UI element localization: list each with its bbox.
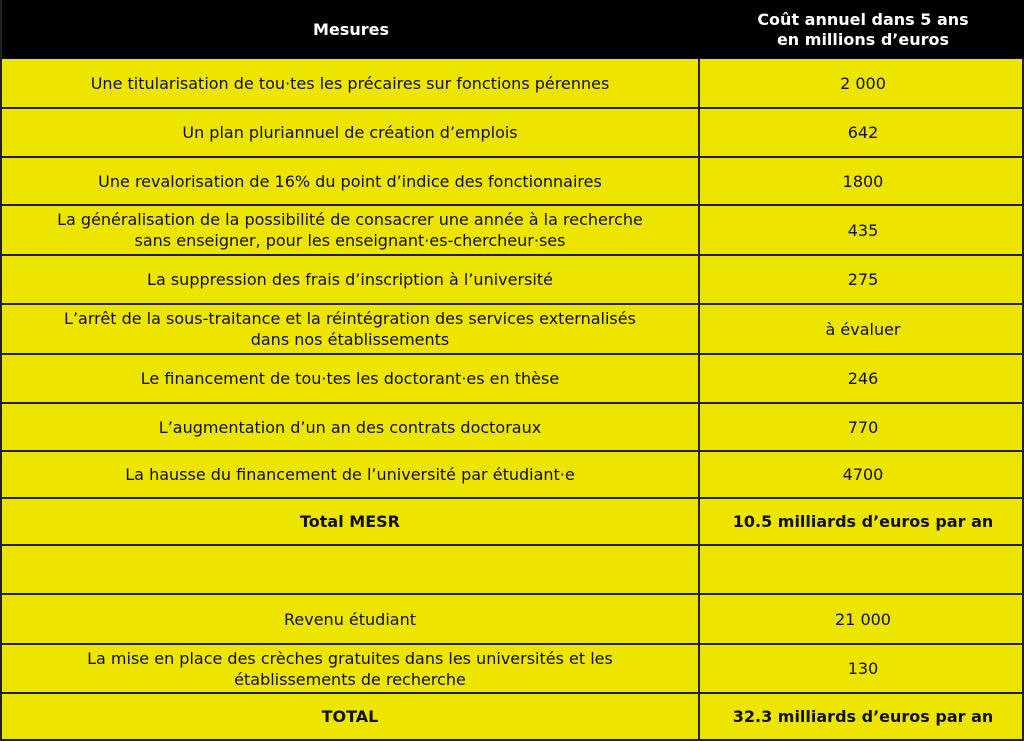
- cost-cell: 246: [847, 369, 879, 388]
- table-header: [2, 0, 1024, 59]
- measure-line: dans nos établissements: [250, 330, 450, 349]
- table-row: [2, 59, 1024, 109]
- total-mesr-value: 10.5 milliards d’euros par an: [732, 512, 994, 531]
- measure-cell: Un plan pluriannuel de création d’emplois: [2, 109, 700, 156]
- measure-line: sans enseigner, pour les enseignant·es-chercheur·ses: [134, 231, 566, 250]
- table-row: [2, 206, 1024, 256]
- cost-cell: 642: [847, 123, 879, 142]
- measure-cell: La hausse du financement de l’université par étudiant·e: [2, 452, 700, 497]
- measure-cell: Le financement de tou·tes les doctorant·es en thèse: [2, 355, 700, 402]
- measure-cell: [2, 645, 700, 692]
- header-measures: Mesures: [313, 20, 389, 39]
- measure-line: La généralisation de la possibilité de consacrer une année à la recherche: [57, 210, 643, 229]
- cost-cell: 770: [847, 417, 879, 437]
- empty-cell: [2, 546, 700, 593]
- table-row: [2, 355, 1024, 404]
- cost-cell: 21 000: [835, 609, 891, 629]
- cost-cell: 130: [847, 659, 879, 678]
- cost-cell: à évaluer: [825, 319, 901, 339]
- header-cost-line1: Coût annuel dans 5 ans: [757, 9, 969, 29]
- measure-cell: La suppression des frais d’inscription à l’université: [2, 256, 700, 303]
- total-row: [2, 694, 1024, 741]
- table-row: [2, 645, 1024, 694]
- table-row: [2, 404, 1024, 452]
- total-value: 32.3 milliards d’euros par an: [732, 707, 994, 726]
- cost-cell: 435: [847, 220, 879, 240]
- measure-cell: Une titularisation de tou·tes les précaires sur fonctions pérennes: [2, 59, 700, 107]
- total-label: TOTAL: [2, 694, 700, 739]
- total-mesr-row: [2, 499, 1024, 546]
- cost-cell: 2 000: [840, 73, 886, 93]
- table-row: [2, 109, 1024, 158]
- cost-cell: 4700: [842, 465, 884, 484]
- header-cost-line2: en millions d’euros: [776, 29, 950, 49]
- header-cost: [700, 0, 1024, 59]
- measure-line: établissements de recherche: [234, 669, 466, 689]
- table-row: [2, 305, 1024, 355]
- measure-cell: [2, 305, 700, 353]
- measure-cell: [2, 206, 700, 254]
- empty-cell: [700, 546, 1024, 593]
- measure-cell: Une revalorisation de 16% du point d’indice des fonctionnaires: [2, 158, 700, 204]
- total-mesr-label: Total MESR: [2, 499, 700, 544]
- cost-cell: 275: [847, 270, 879, 289]
- empty-row: [2, 546, 1024, 595]
- table-row: [2, 452, 1024, 499]
- measure-cell: L’augmentation d’un an des contrats doctoraux: [2, 404, 700, 450]
- table-row: [2, 595, 1024, 645]
- measure-line: L’arrêt de la sous-traitance et la réintégration des services externalisés: [64, 309, 636, 328]
- table-row: [2, 158, 1024, 206]
- cost-cell: 1800: [842, 171, 884, 191]
- table-row: [2, 256, 1024, 305]
- measure-cell: Revenu étudiant: [2, 595, 700, 643]
- measure-line: La mise en place des crèches gratuites dans les universités et les: [87, 648, 613, 668]
